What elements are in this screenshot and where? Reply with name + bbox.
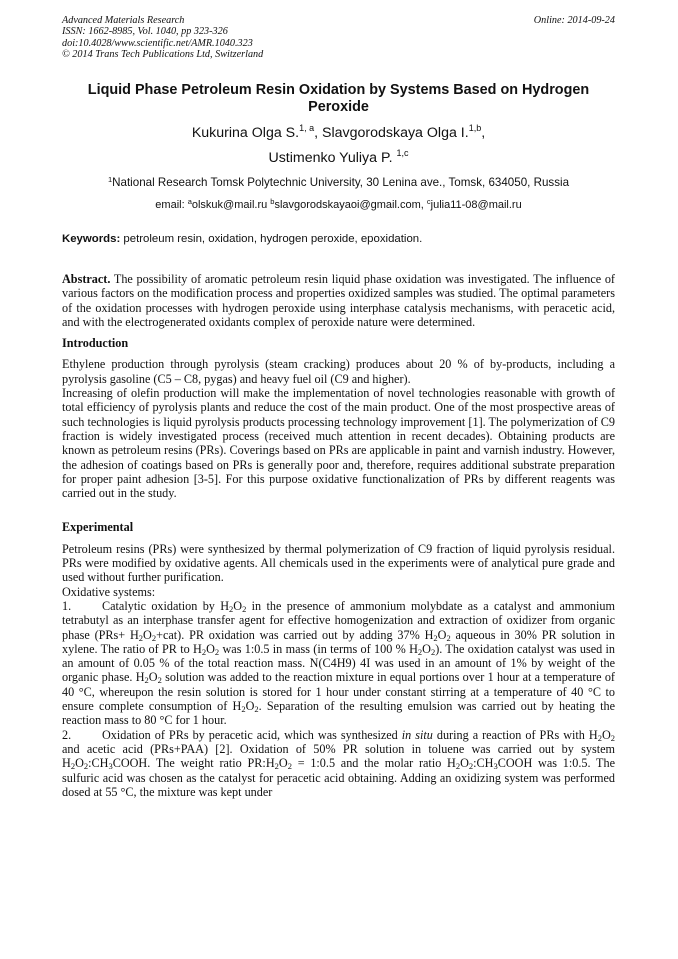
list-item: 2. Oxidation of PRs by peracetic acid, which was synthesized in situ during a reaction of PRs with $H_2O_2$ and acetic acid (PRs+PAA) [2]. Oxidation of 50% PR solution in toluene was carried out by system $H_2O_2:CH_3COOH$. The weight ratio $PR:H_2O_2$ = 1:0.5 and the molar ratio $H_2O_2:CH_3COOH$ was 1:0.5. The sulfuric acid was chosen as the catalyst for peracetic acid obtaining. Adding an oxidizing system was performed dosed at 55 °C, the mixture was kept under	[62, 727, 615, 799]
online-date: Online: 2014-09-24	[533, 15, 615, 26]
issn-line: ISSN: 1662-8985, Vol. 1040, pp 323-326	[62, 26, 228, 38]
paragraph: Petroleum resins (PRs) were synthesized by thermal polymerization of C9 fraction of liquid pyrolysis residual. PRs were modified by oxidative agents. All chemicals used in the experiments were of analytical pure grade and used without further purification.	[62, 541, 615, 585]
journal-header	[62, 15, 263, 60]
keywords-label: Keywords:	[62, 233, 121, 245]
email-link[interactable]: slavgorodskayaoi@gmail.com	[274, 199, 421, 211]
email-sup: b	[270, 197, 275, 206]
author-affil-sup: 1, a	[299, 123, 315, 133]
paragraph: Increasing of olefin production will make the implementation of novel technologies reasonable with growth of total efficiency of pyrolysis plants and reduce the cost of the main product. One of the most prospective areas of such technologies is liquid pyrolysis products processing technology improvement [1]. The polymerization of C9 fraction is widely investigated process (received much attention in recent decades). Obtaining products are known as petroleum resins (PRs). Coverings based on PRs are applicable in paint and varnish industry. However, the adhesion of coatings based on PRs is generally poor and, therefore, requires additional substrate preparation for proper paint adhesion [3-5]. For this purpose oxidative functionalization of PRs by different reagents was carried out in the study.	[62, 386, 615, 501]
email-sup: c	[426, 197, 431, 206]
paper-title: Liquid Phase Petroleum Resin Oxidation by Systems Based on Hydrogen Peroxide	[87, 82, 590, 115]
email-line: email: $^a$olskuk@mail.ru $^b$slavgorodskayaoi@gmail.com, $^c$julia11-08@mail.ru	[155, 197, 522, 211]
author-name: Ustimenko Yuliya P.	[268, 150, 393, 166]
affiliation-sup: 1	[107, 175, 113, 184]
email-link[interactable]: olskuk@mail.ru	[191, 199, 268, 211]
email-sup: a	[187, 197, 192, 206]
copyright-line: © 2014 Trans Tech Publications Ltd, Switzerland	[62, 48, 264, 60]
author-name: Slavgorodskaya Olga I.	[322, 125, 469, 141]
author-affil-sup: 1,b	[468, 123, 482, 133]
list-number: 1.	[62, 598, 72, 613]
doi-line: doi:10.4028/www.scientific.net/AMR.1040.323	[62, 37, 253, 49]
list-item: 1. Catalytic oxidation by $H_2O_2$ in the presence of ammonium molybdate as a catalyst and ammonium tetrabutyl as an interphase transfer agent for effective homogenization and extraction of oxidizer from organic phase $(PRs+ H_2O_2+cat)$. PR oxidation was carried out by adding 37% $H_2O_2$ aqueous in 30% PR solution in xylene. The ratio of PR to $H_2O_2$ was 1:0.5 in mass (in terms of 100 % $H_2O_2$). The oxidation catalyst was used in an amount of 0.05 % of the total reaction mass. N(C4H9) 4I was used in an amount of 1% by weight of the organic phase. $H_2O_2$ solution was added to the reaction mixture in equal portions over 1 hour at a temperature of 40 °C, whereupon the resin solution is stored for 1 hour under constant stirring at a temperature of 40 °C to ensure complete consumption of $H_2O_2$. Separation of the resulting emulsion was carried out by heating the reaction mass to 80 °C for 1 hour.	[62, 598, 616, 728]
abstract	[62, 272, 615, 329]
author-name: Kukurina Olga S.	[191, 125, 300, 141]
paragraph: Ethylene production through pyrolysis (steam cracking) produces about 20 % of by-products, including a pyrolysis gasoline (C5 – C8, pygas) and heavy fuel oil (C9 and higher).	[62, 357, 615, 386]
section-heading-introduction: Introduction	[62, 336, 129, 351]
email-link[interactable]: julia11-08@mail.ru	[430, 199, 522, 211]
affiliation	[62, 176, 615, 190]
email-label: email:	[155, 199, 185, 211]
abstract-label: Abstract.	[62, 272, 111, 286]
list-number: 2.	[62, 727, 72, 742]
keywords-text: petroleum resin, oxidation, hydrogen peroxide, epoxidation.	[123, 233, 423, 245]
paper-body	[62, 272, 615, 799]
author-affil-sup: 1,c	[396, 148, 409, 158]
authors-line-2	[62, 150, 615, 167]
section-heading-experimental: Experimental	[62, 520, 134, 535]
journal-name: Advanced Materials Research	[62, 15, 185, 26]
affiliation-text: National Research Tomsk Polytechnic University, 30 Lenina ave., Tomsk, 634050, Russia	[112, 176, 570, 189]
abstract-text: The possibility of aromatic petroleum resin liquid phase oxidation was investigated. The influence of various factors on the modification process and properties oxidized samples was studied. The optimal parameters of the oxidation processes with hydrogen peroxide using interphase catalysis mechanisms, with peracetic acid, and with the electrogenerated oxidants complex of peroxide nature were determined.	[62, 272, 615, 329]
authors-line-1: Kukurina Olga S.$^{1, a}$, Slavgorodskaya Olga I.$^{1,b}$,	[191, 123, 486, 141]
keywords	[62, 232, 615, 246]
italic-term: in situ	[401, 727, 433, 742]
paragraph: Oxidative systems:	[62, 584, 156, 599]
